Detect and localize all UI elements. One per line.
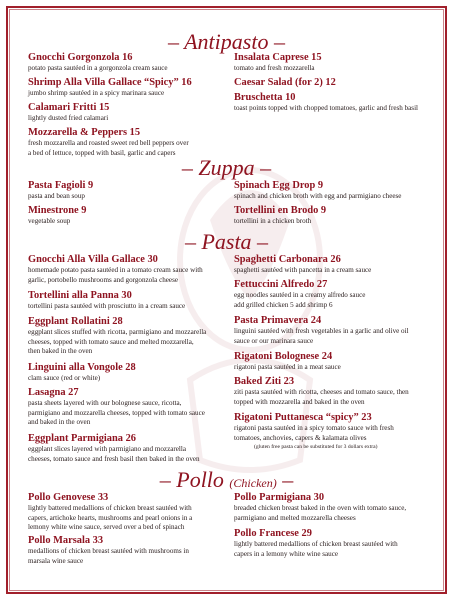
item-name: Eggplant Rollatini 28 — [28, 316, 123, 327]
menu-item — [28, 254, 203, 285]
section-title-zuppa: – Zuppa – — [181, 155, 272, 180]
item-description: vegetable soup — [28, 217, 71, 225]
item-description: tortellini in a chicken broth — [234, 217, 312, 225]
menu-item — [28, 535, 189, 566]
item-name: Pollo Genovese 33 — [28, 492, 109, 503]
pollo-subtitle: (Chicken) — [229, 476, 277, 490]
menu-item — [28, 433, 200, 464]
item-description: breaded chicken breast baked in the oven with tomato sauce, — [234, 504, 407, 512]
item-name: Tortellini en Brodo 9 — [234, 205, 327, 216]
pollo-title: – Pollo — [159, 467, 230, 492]
item-description: marsala wine sauce — [28, 556, 84, 565]
menu-item — [234, 528, 398, 559]
item-description: clam sauce (red or white) — [28, 374, 101, 382]
item-name: Shrimp Alla Villa Gallace “Spicy” 16 — [28, 77, 192, 88]
item-name: Rigatoni Puttanesca “spicy” 23 — [234, 412, 372, 423]
item-description: jumbo shrimp sautéed in a spicy marinara sauce — [28, 89, 165, 97]
menu-item — [234, 77, 336, 89]
menu-item — [28, 316, 206, 357]
item-name: Calamari Fritti 15 — [28, 102, 110, 113]
item-description: tortellini pasta sautéed with prosciutto in a cream sauce — [28, 302, 186, 310]
menu-item — [234, 205, 326, 227]
item-description: fresh mozzarella and roasted sweet red bell peppers over — [28, 139, 189, 147]
item-description: capers, artichoke hearts, mushrooms and pearl onions in a — [28, 513, 193, 522]
item-description: add grilled chicken 5 add shrimp 6 — [234, 300, 333, 309]
menu-item — [28, 387, 205, 428]
item-name: Insalata Caprese 15 — [234, 52, 322, 63]
item-name: Eggplant Parmigiana 26 — [28, 433, 136, 444]
menu-item — [234, 376, 409, 407]
menu-item — [234, 52, 322, 74]
item-name: Caesar Salad (for 2) 12 — [234, 77, 336, 88]
item-description: pasta sheets layered with our bolognese sauce, ricotta, — [28, 399, 182, 407]
item-description: cheeses, tomato sauce and fresh basil then baked in the oven — [28, 454, 200, 463]
item-name: Pasta Fagioli 9 — [28, 180, 94, 191]
menu-item — [28, 290, 185, 312]
item-description: homemade potato pasta sautéed in a tomato cream sauce with — [28, 266, 203, 274]
menu-item — [28, 127, 189, 158]
item-name: Pollo Marsala 33 — [28, 535, 104, 546]
item-description: topped with mozzarella and baked in the oven — [234, 397, 365, 406]
item-name: Pollo Francese 29 — [234, 528, 312, 539]
item-description: tomatoes, anchovies, capers & kalamata olives — [234, 433, 367, 442]
menu-item — [28, 205, 86, 227]
menu-item — [234, 180, 401, 202]
item-name: Linguini alla Vongole 28 — [28, 362, 136, 373]
item-description: eggplant slices stuffed with ricotta, parmigiano and mozzarella — [28, 328, 207, 336]
menu-item — [234, 279, 365, 310]
item-description: spaghetti sautéed with pancetta in a cream sauce — [234, 266, 372, 274]
menu-item — [234, 92, 418, 114]
item-description: lightly battered medallions of chicken breast sautéed with — [28, 504, 192, 512]
menu-item — [234, 492, 406, 523]
menu-item — [234, 254, 371, 276]
section-title-pollo — [0, 468, 453, 495]
item-name: Lasagna 27 — [28, 387, 79, 398]
section-title-antipasto: – Antipasto – — [168, 29, 285, 54]
item-name: Fettuccini Alfredo 27 — [234, 279, 328, 290]
item-name: Minestrone 9 — [28, 205, 87, 216]
item-description: capers in a lemony white wine sauce — [234, 549, 339, 558]
item-description: linguini sautéed with fresh vegetables in a garlic and olive oil — [234, 327, 409, 335]
menu-item — [28, 492, 192, 533]
item-name: Gnocchi Gorgonzola 16 — [28, 52, 133, 63]
item-description: tomato and fresh mozzarella — [234, 64, 315, 72]
menu-item — [28, 180, 93, 202]
item-name: Pasta Primavera 24 — [234, 315, 322, 326]
item-description: parmigiano and mozzarella cheeses, topped with tomato sauce — [28, 408, 205, 417]
menu-item — [28, 52, 168, 74]
item-description: cheeses, topped with tomato sauce and melted mozzarella, — [28, 337, 194, 346]
item-name: Bruschetta 10 — [234, 92, 296, 103]
item-description: a bed of lettuce, topped with basil, garlic and capers — [28, 148, 176, 157]
item-description: pasta and bean soup — [28, 192, 85, 200]
item-description: sauce or our marinara sauce — [234, 336, 314, 345]
item-description: garlic, portobello mushrooms and gorgonzola cheese — [28, 275, 178, 284]
item-description: eggplant slices layered with parmigiano and mozzarella — [28, 445, 186, 453]
menu-item — [28, 102, 109, 124]
item-description: medallions of chicken breast sautéed with mushrooms in — [28, 547, 189, 555]
menu-item — [28, 77, 192, 99]
menu-item — [234, 315, 409, 346]
item-description: lemony white wine sauce, served over a bed of spinach — [28, 523, 185, 532]
item-description: egg noodles sautéed in a creamy alfredo sauce — [234, 291, 366, 299]
section-title-pasta: – Pasta – — [184, 229, 269, 254]
item-name: Baked Ziti 23 — [234, 376, 295, 387]
item-description: parmigiano and melted mozzarella cheeses — [234, 513, 356, 522]
menu-item — [234, 351, 341, 373]
item-description: and baked in the oven — [28, 418, 91, 427]
item-description: lightly dusted fried calamari — [28, 114, 109, 122]
menu-item — [234, 412, 394, 453]
item-description: spinach and chicken broth with egg and parmigiano cheese — [234, 192, 402, 200]
item-name: Mozzarella & Peppers 15 — [28, 127, 141, 138]
item-name: Spinach Egg Drop 9 — [234, 180, 324, 191]
item-description: ziti pasta sautéed with ricotta, cheeses and tomato sauce, then — [234, 388, 409, 396]
item-description: rigatoni pasta sautéed in a spicy tomato sauce with fresh — [234, 424, 394, 432]
item-description: toast points topped with chopped tomatoes, garlic and fresh basil — [234, 104, 419, 112]
item-description: rigatoni pasta sautéed in a meat sauce — [234, 363, 341, 371]
item-name: Rigatoni Bolognese 24 — [234, 351, 333, 362]
item-description: then baked in the oven — [28, 347, 93, 356]
gluten-free-note: (gluten free pasta can be substituted for 3 dollars extra) — [254, 444, 378, 451]
item-description: lightly battered medallions of chicken breast sautéed with — [234, 540, 398, 548]
item-name: Pollo Parmigiana 30 — [234, 492, 325, 503]
item-name: Spaghetti Carbonara 26 — [234, 254, 341, 265]
menu-item — [28, 362, 136, 384]
item-description: potato pasta sautéed in a gorgonzola cream sauce — [28, 64, 168, 72]
item-name: Gnocchi Alla Villa Gallace 30 — [28, 254, 158, 265]
item-name: Tortellini alla Panna 30 — [28, 290, 132, 301]
pollo-title-end: – — [276, 467, 294, 492]
